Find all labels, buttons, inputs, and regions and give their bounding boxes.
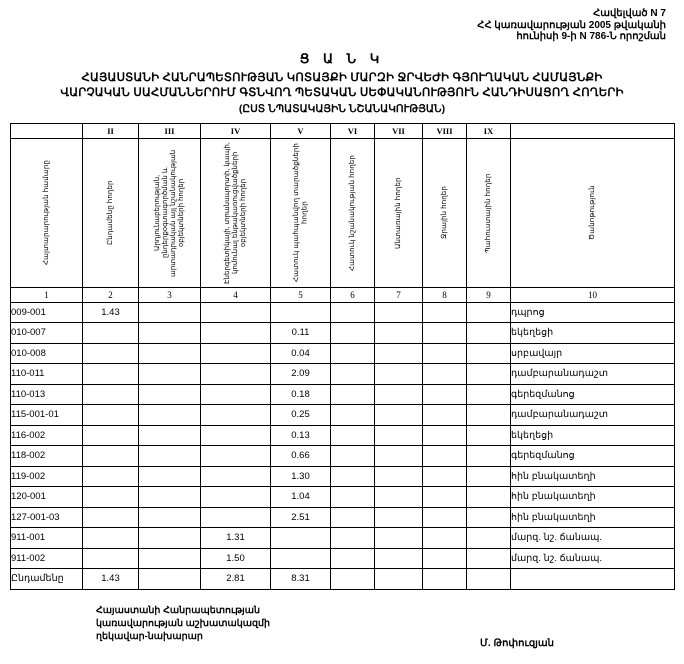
cell-industry [139,548,201,569]
cell-water [423,425,467,446]
cell-total [83,487,139,508]
cell-energy [201,446,271,467]
cell-industry [139,302,201,323]
header-cell-reserve [467,138,511,287]
cell-water [423,323,467,344]
cell-industry [139,343,201,364]
roman-cell-10 [511,123,675,138]
table-total-row [11,569,675,590]
cell-special [331,405,375,426]
roman-cell-5: V [271,123,331,138]
cell-reserve [467,364,511,385]
cell-note: եկեղեցի [511,425,675,446]
cell-special [331,364,375,385]
table-column-numbers-row [11,287,675,302]
total-special [331,569,375,590]
total-reserve [467,569,511,590]
cell-special [331,302,375,323]
cell-note: դամբարանադաշտ [511,405,675,426]
roman-cell-9: IX [467,123,511,138]
cell-total [83,466,139,487]
cell-note: հին բնակատեղի [511,466,675,487]
cell-energy [201,302,271,323]
annex-number: Հավելված N 7 [593,8,666,19]
cell-note: եկեղեցի [511,323,675,344]
table-row [11,507,675,528]
cell-reserve [467,323,511,344]
cell-forest [375,487,423,508]
table-row [11,384,675,405]
header-cell-industry [139,138,201,287]
cell-industry [139,323,201,344]
cell-note: հին բնակատեղի [511,487,675,508]
total-note [511,569,675,590]
header-cell-special-purpose [331,138,375,287]
cell-protected: 2.09 [271,364,331,385]
title-line-2: ՎԱՐՉԱԿԱՆ ՍԱՀՄԱՆՆԵՐՈՒՄ ԳՏՆՎՈՂ ՊԵՏԱԿԱՆ ՍԵՓԱԿԱՆՈՒԹՅՈՒՆ ՀԱՆԴԻՍԱՑՈՂ ՀՈՂԵՐԻ [60,86,624,99]
table-row [11,302,675,323]
total-forest [375,569,423,590]
cell-forest [375,364,423,385]
colnum-9: 9 [467,287,511,302]
cell-industry [139,405,201,426]
cell-application-number: 110-011 [11,364,83,385]
cell-industry [139,364,201,385]
cell-water [423,548,467,569]
header-cell-forest [375,138,423,287]
annex-header [10,8,674,43]
cell-water [423,487,467,508]
signatory-role-line-3: ղեկավար-նախարար [96,630,203,642]
colnum-6: 6 [331,287,375,302]
cell-application-number: 119-002 [11,466,83,487]
signatory-name: Մ. Թոփուզյան [480,637,554,649]
cell-water [423,302,467,323]
header-cell-application-number [11,138,83,287]
cell-protected: 0.11 [271,323,331,344]
header-text-application-number: Հայտարարության համարը [41,160,51,265]
header-text-protected-areas: Հատուկ պահպանվող տարածքների հողեր [291,143,309,282]
title-subtitle: (ԸՍՏ ՆՊԱՏԱԿԱՅԻՆ ՆՇԱՆԱԿՈՒԹՅԱՆ) [238,102,446,115]
cell-protected: 0.04 [271,343,331,364]
cell-note: մարզ. նշ. ճանապ. [511,528,675,549]
cell-energy [201,466,271,487]
table-row [11,343,675,364]
roman-cell-1 [11,123,83,138]
cell-total [83,323,139,344]
total-total: 1.43 [83,569,139,590]
cell-total [83,425,139,446]
cell-special [331,548,375,569]
land-table [10,123,675,590]
title-block [10,51,674,115]
colnum-1: 1 [11,287,83,302]
cell-note: դամբարանադաշտ [511,364,675,385]
cell-note: հին բնակատեղի [511,507,675,528]
cell-energy: 1.31 [201,528,271,549]
cell-protected [271,528,331,549]
total-protected: 8.31 [271,569,331,590]
roman-cell-6: VI [331,123,375,138]
cell-forest [375,507,423,528]
cell-note: դպրոց [511,302,675,323]
cell-total: 1.43 [83,302,139,323]
cell-protected: 0.18 [271,384,331,405]
annex-decision-line: հունիսի 9-ի N 786-Ն որոշման [516,31,666,42]
cell-application-number: 009-001 [11,302,83,323]
cell-energy [201,425,271,446]
cell-reserve [467,405,511,426]
cell-reserve [467,343,511,364]
cell-water [423,384,467,405]
table-header-row [11,138,675,287]
header-text-water: Ջրային հողեր [439,186,449,239]
cell-special [331,384,375,405]
cell-special [331,507,375,528]
cell-forest [375,425,423,446]
table-row [11,487,675,508]
cell-application-number: 110-013 [11,384,83,405]
colnum-3: 3 [139,287,201,302]
header-text-total-lands: Ընդամենը հողեր [105,180,115,245]
table-row [11,425,675,446]
cell-protected [271,302,331,323]
cell-reserve [467,548,511,569]
cell-industry [139,446,201,467]
cell-water [423,405,467,426]
cell-special [331,487,375,508]
cell-reserve [467,302,511,323]
table-row [11,548,675,569]
header-cell-water [423,138,467,287]
cell-energy [201,487,271,508]
cell-protected: 2.51 [271,507,331,528]
cell-forest [375,528,423,549]
roman-cell-8: VIII [423,123,467,138]
roman-cell-2: II [83,123,139,138]
cell-protected: 0.25 [271,405,331,426]
cell-reserve [467,528,511,549]
header-text-special-purpose: Հատուկ նշանակության հողեր [347,154,357,271]
table-row [11,323,675,344]
cell-forest [375,384,423,405]
cell-total [83,446,139,467]
table-row [11,528,675,549]
cell-note: սրբավայր [511,343,675,364]
cell-total [83,507,139,528]
table-row [11,466,675,487]
cell-special [331,466,375,487]
cell-reserve [467,466,511,487]
cell-industry [139,425,201,446]
cell-energy [201,364,271,385]
cell-energy [201,323,271,344]
roman-cell-7: VII [375,123,423,138]
cell-application-number: 911-001 [11,528,83,549]
cell-reserve [467,487,511,508]
cell-water [423,466,467,487]
colnum-5: 5 [271,287,331,302]
colnum-7: 7 [375,287,423,302]
cell-industry [139,384,201,405]
cell-forest [375,405,423,426]
cell-note: մարզ. նշ. ճանապ. [511,548,675,569]
cell-total [83,343,139,364]
total-industry [139,569,201,590]
cell-total [83,405,139,426]
table-row [11,446,675,467]
total-label: Ընդամենը [11,569,83,590]
cell-energy: 1.50 [201,548,271,569]
cell-protected: 1.04 [271,487,331,508]
cell-reserve [467,507,511,528]
document-title: Ց Ա Ն Կ [299,50,385,66]
cell-application-number: 116-002 [11,425,83,446]
cell-water [423,446,467,467]
cell-note: գերեզմանոց [511,384,675,405]
signature-block [10,604,674,664]
cell-reserve [467,425,511,446]
cell-application-number: 911-002 [11,548,83,569]
header-cell-protected-areas [271,138,331,287]
cell-protected: 0.66 [271,446,331,467]
cell-protected [271,548,331,569]
cell-application-number: 010-007 [11,323,83,344]
signatory-role [96,604,270,643]
cell-special [331,528,375,549]
cell-application-number: 120-001 [11,487,83,508]
table-row [11,364,675,385]
colnum-10: 10 [511,287,675,302]
header-text-forest: Անտառային հողեր [393,176,403,249]
cell-reserve [467,446,511,467]
cell-water [423,528,467,549]
roman-cell-4: IV [201,123,271,138]
cell-total [83,528,139,549]
cell-protected: 0.13 [271,425,331,446]
header-text-reserve: Պահուստային հողեր [483,172,493,253]
cell-water [423,507,467,528]
header-cell-note [511,138,675,287]
header-text-industry: Արդյունաբերության, ընդերքօգտագործման և արտադրական այլ նշանակության օբյեկտների հողեր [153,148,185,277]
cell-forest [375,548,423,569]
colnum-4: 4 [201,287,271,302]
cell-energy [201,507,271,528]
colnum-8: 8 [423,287,467,302]
header-cell-total-lands [83,138,139,287]
cell-application-number: 118-002 [11,446,83,467]
cell-forest [375,302,423,323]
colnum-2: 2 [83,287,139,302]
cell-water [423,343,467,364]
signatory-role-line-1: Հայաստանի Հանրապետության [96,604,260,616]
title-line-1: ՀԱՅԱՍՏԱՆԻ ՀԱՆՐԱՊԵՏՈՒԹՅԱՆ ԿՈՏԱՅՔԻ ՄԱՐԶԻ ՋՐՎԵԺԻ ԳՅՈՒՂԱԿԱՆ ՀԱՄԱՅՆՔԻ [81,71,603,84]
cell-special [331,343,375,364]
header-text-note: Ծանոթություն [587,185,597,240]
cell-industry [139,487,201,508]
signatory-role-line-2: կառավարության աշխատակազմի [96,617,271,629]
total-energy: 2.81 [201,569,271,590]
cell-energy [201,384,271,405]
cell-special [331,425,375,446]
cell-total [83,384,139,405]
cell-forest [375,466,423,487]
roman-cell-3: III [139,123,201,138]
cell-industry [139,528,201,549]
table-roman-row [11,123,675,138]
cell-note: գերեզմանոց [511,446,675,467]
annex-gov-line: ՀՀ կառավարության 2005 թվականի [477,19,666,31]
cell-total [83,364,139,385]
cell-forest [375,446,423,467]
total-water [423,569,467,590]
cell-forest [375,343,423,364]
cell-reserve [467,384,511,405]
cell-application-number: 127-001-03 [11,507,83,528]
header-cell-energy-transport [201,138,271,287]
cell-protected: 1.30 [271,466,331,487]
cell-industry [139,466,201,487]
table-row [11,405,675,426]
cell-industry [139,507,201,528]
cell-application-number: 115-001-01 [11,405,83,426]
cell-special [331,323,375,344]
cell-water [423,364,467,385]
cell-special [331,446,375,467]
header-text-energy-transport: Էներգետիկայի, տրանսպորտի, կապի, կոմունալ ենթակառուցվածքների օբյեկտների հողեր [223,141,247,284]
cell-forest [375,323,423,344]
cell-energy [201,343,271,364]
cell-total [83,548,139,569]
cell-application-number: 010-008 [11,343,83,364]
cell-energy [201,405,271,426]
